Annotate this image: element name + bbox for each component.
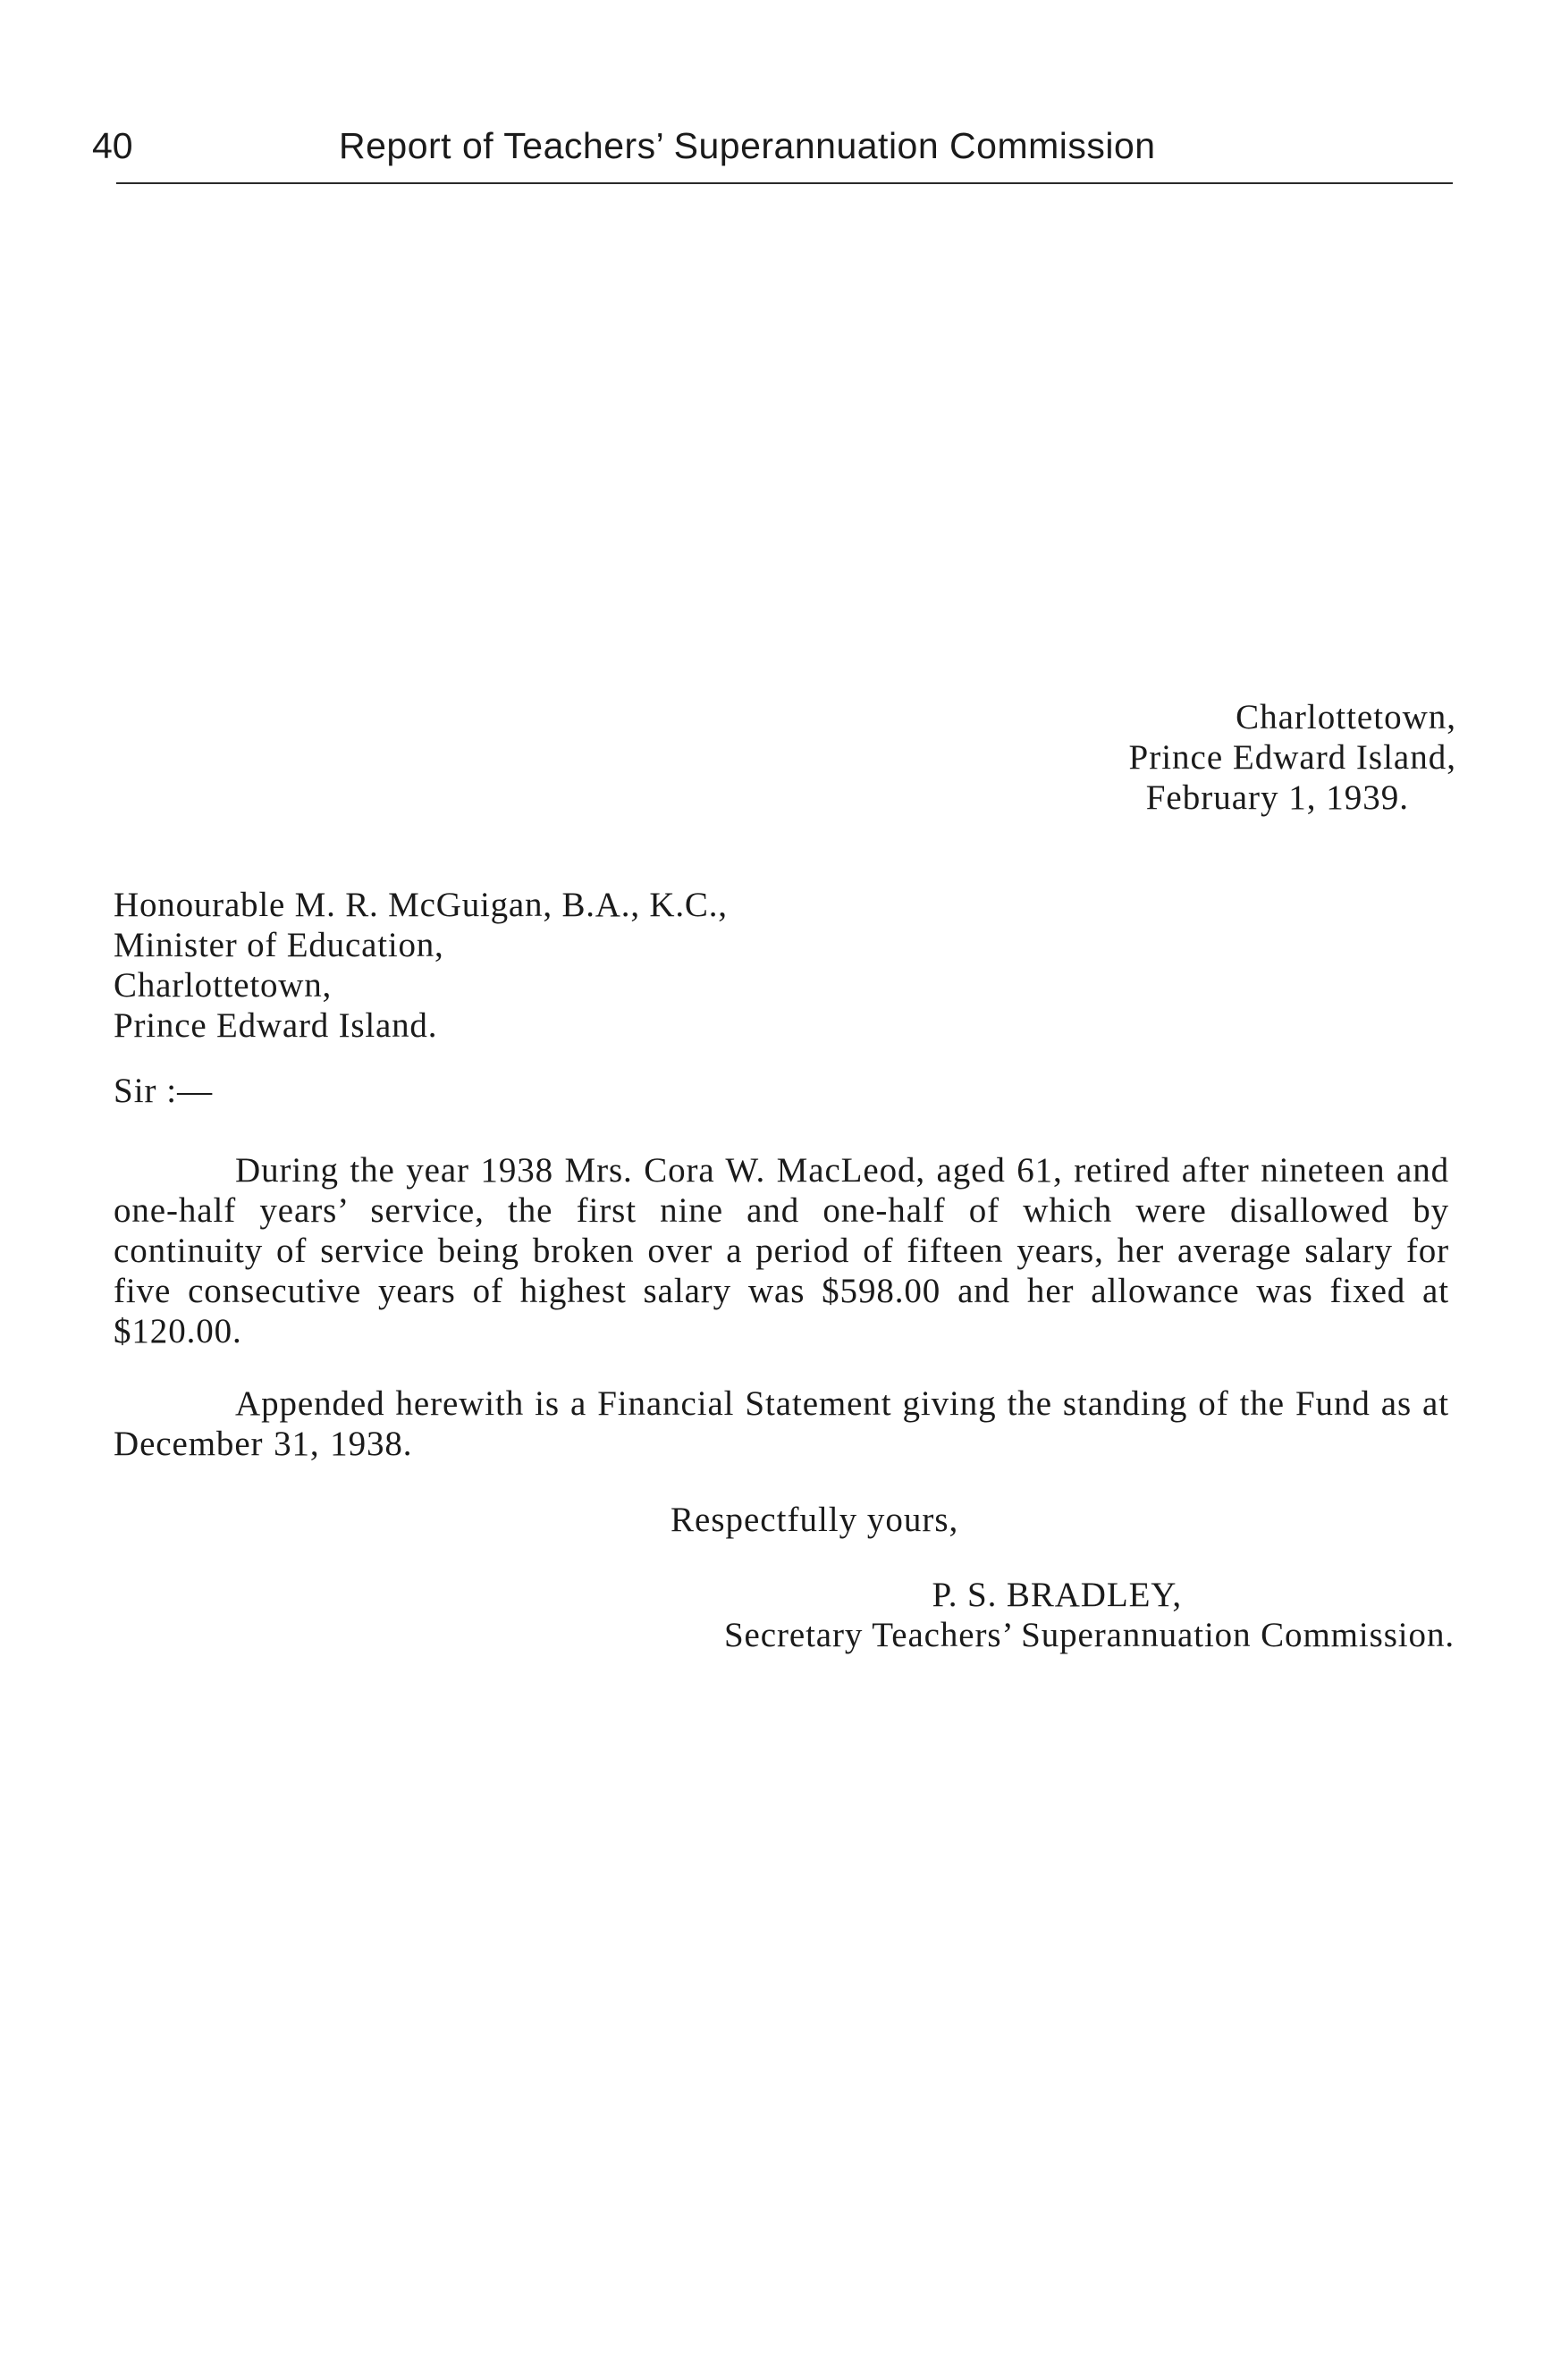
- closing: Respectfully yours,: [671, 1501, 959, 1539]
- running-title: Report of Teachers’ Superannuation Commission: [339, 125, 1156, 166]
- letter-date: February 1, 1939.: [1145, 778, 1409, 817]
- body-paragraph-retirement: During the year 1938 Mrs. Cora W. MacLeod, aged 61, retired after nineteen and one-half years’ service, the first nine and one-half of which were disallowed by continuity of service being broken over a period of fifteen years, her average salary for five consecutive years of highest salary was $598.00 and her allowance was fixed at $120.00.: [114, 1151, 1449, 1350]
- body-paragraph-financial-statement: Appended herewith is a Financial Statement giving the standing of the Fund as at December 31, 1938.: [114, 1384, 1449, 1463]
- signature-block: [724, 1575, 1455, 1655]
- addressee-name: Honourable M. R. McGuigan, B.A., K.C.,: [114, 886, 728, 924]
- letter-place-date: [1129, 697, 1456, 818]
- addressee-title: Minister of Education,: [114, 926, 444, 964]
- page-header: [92, 125, 1455, 179]
- addressee-city: Charlottetown,: [114, 966, 333, 1005]
- place-province: Prince Edward Island,: [1128, 738, 1456, 777]
- signatory-title: Secretary Teachers’ Superannuation Commission.: [723, 1616, 1455, 1654]
- addressee-block: [114, 885, 728, 1046]
- signatory-name: P. S. BRADLEY,: [932, 1576, 1182, 1614]
- header-rule: [116, 182, 1453, 184]
- salutation: Sir :—: [114, 1072, 214, 1110]
- addressee-province: Prince Edward Island.: [114, 1006, 438, 1045]
- place-city: Charlottetown,: [1236, 698, 1456, 736]
- page-number: 40: [92, 125, 133, 166]
